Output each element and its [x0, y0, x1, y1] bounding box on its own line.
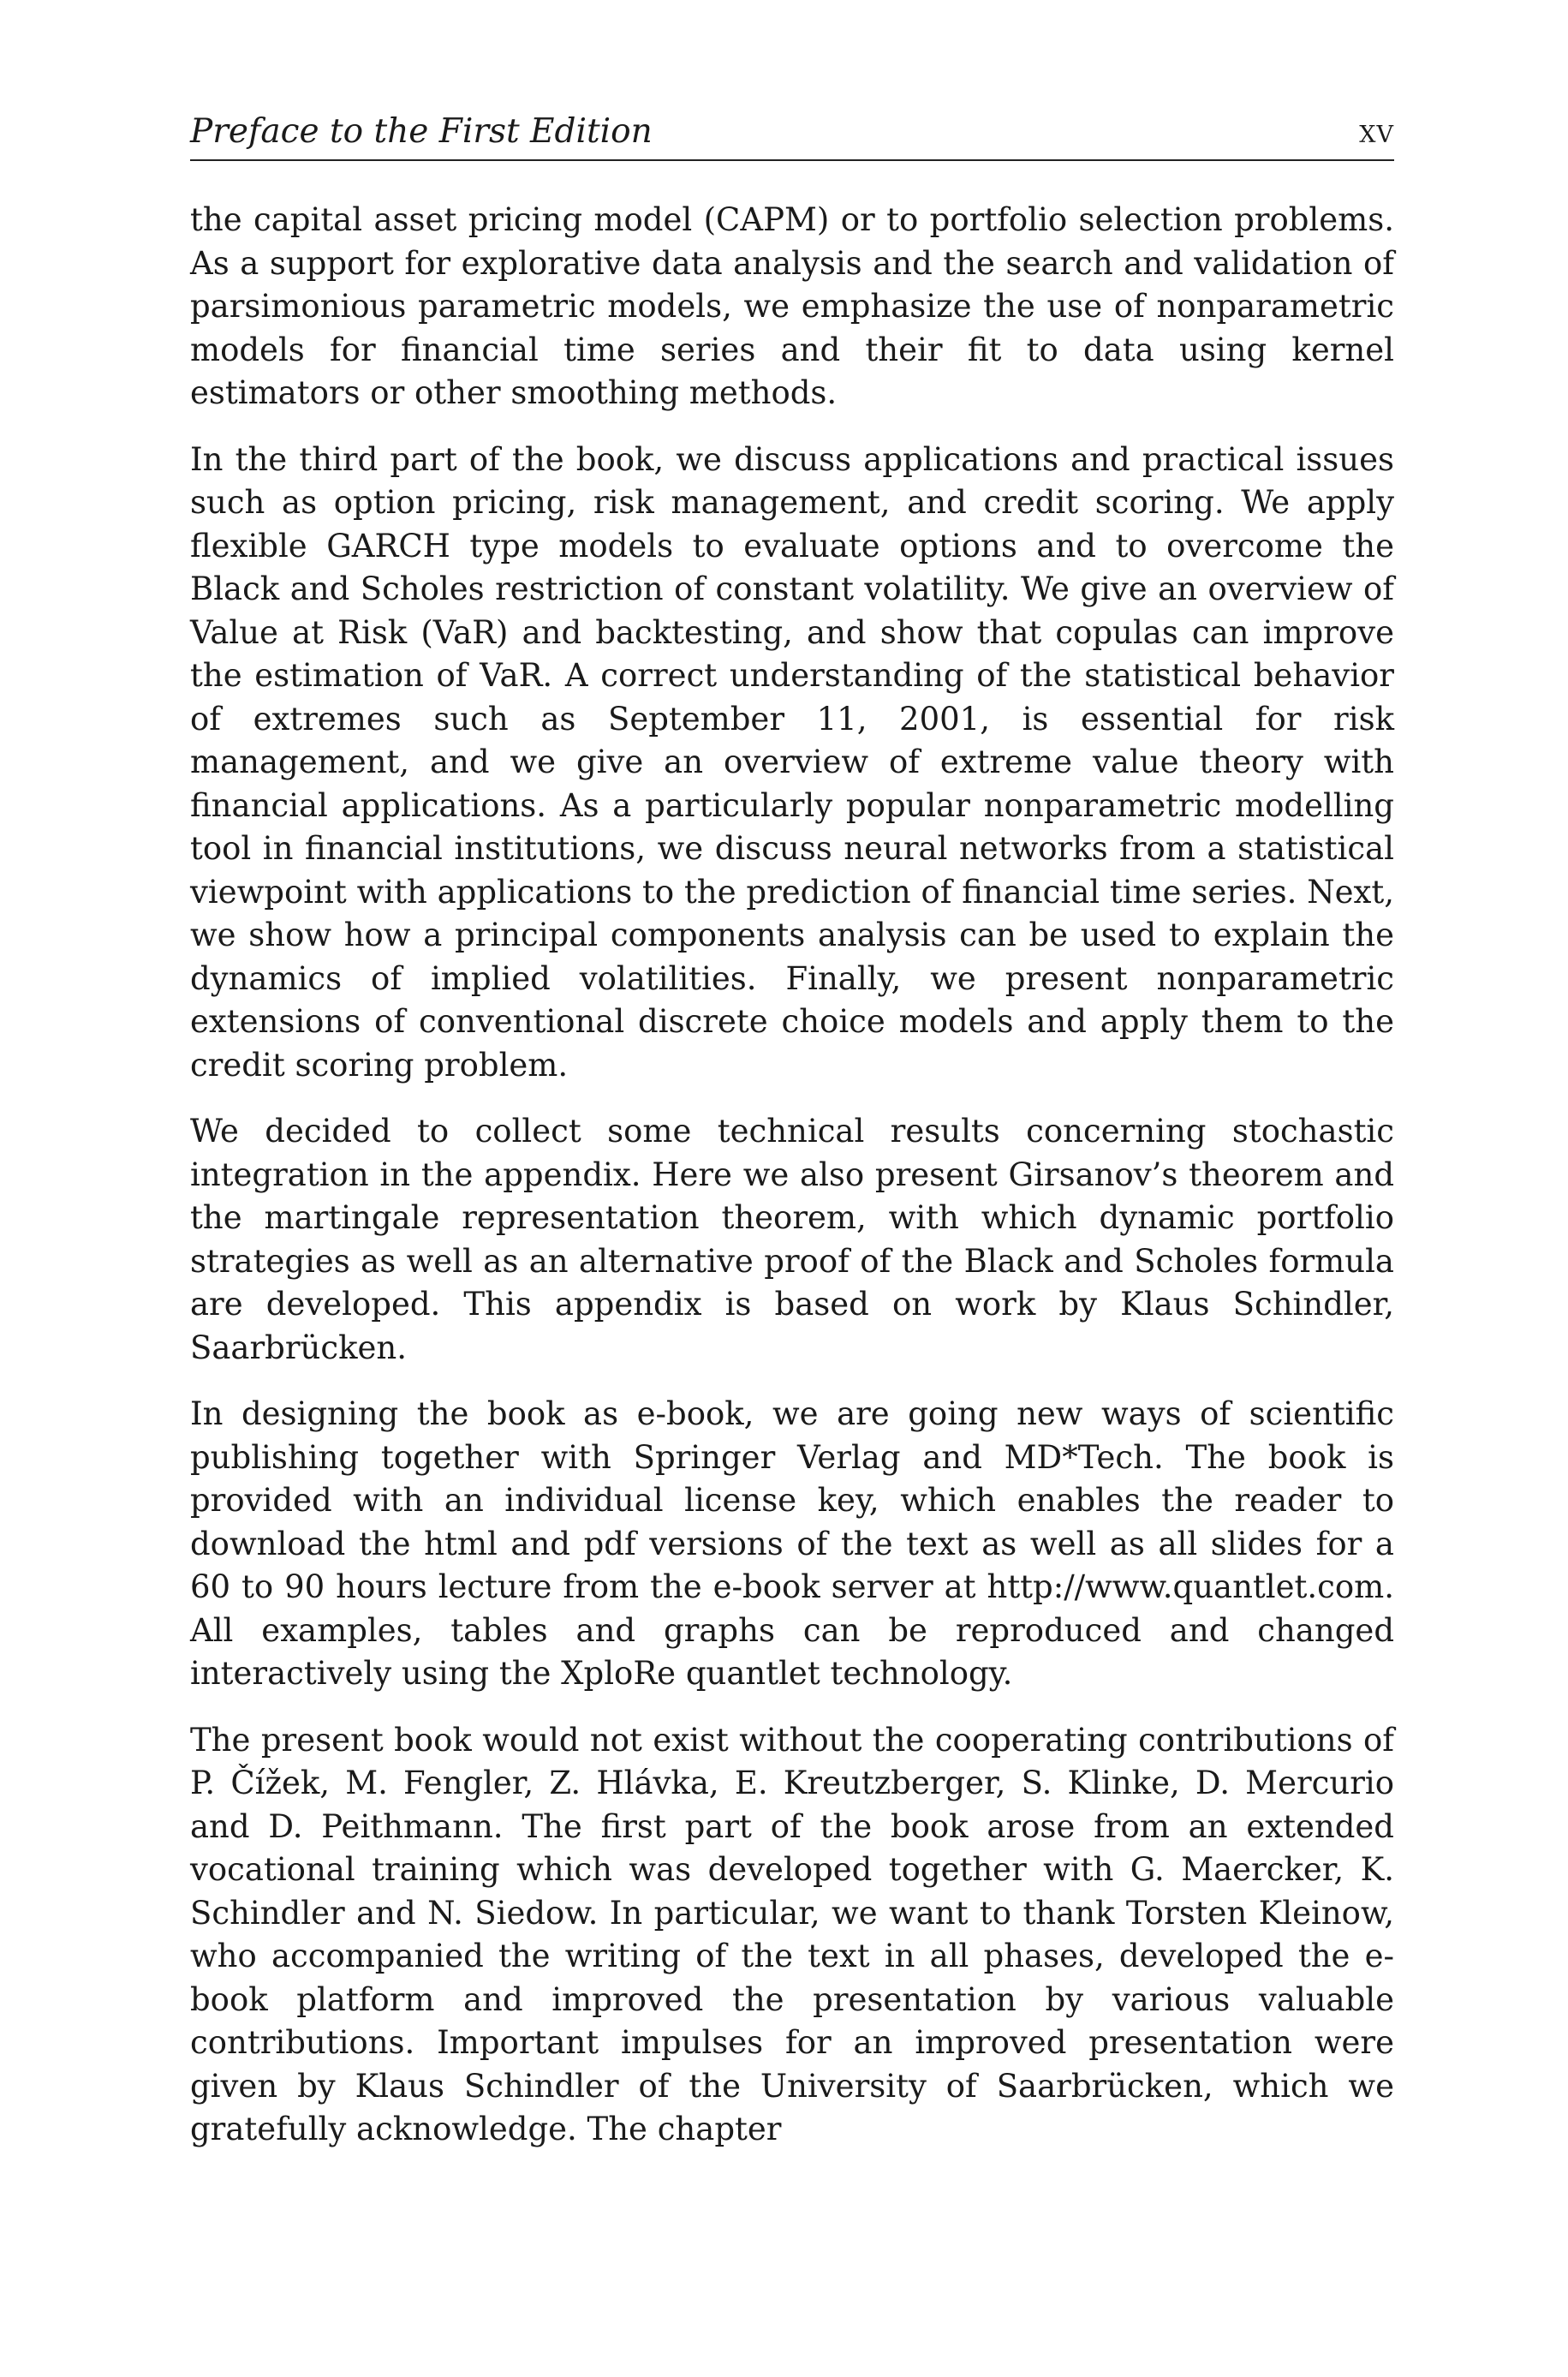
running-title: Preface to the First Edition — [190, 112, 653, 151]
paragraph-capm: the capital asset pricing model (CAPM) or to portfolio selection problems. As a support for explorative data analysis and the search and validation of parsimonious parametric models, we emphasize the use of nonparametric models for financial time series and their fit to data using kernel estimators or other smoothing methods. — [190, 201, 1394, 411]
paragraph-ebook: In designing the book as e-book, we are going new ways of scientific publishing together with Springer Verlag and MD*Tech. The book is provided with an individual license key, which enables the reader to download the html and pdf versions of the text as well as all slides for a 60 to 90 hours lecture from the e-book server at http://www.quantlet.com. All examples, tables and graphs can be reproduced and changed interactively using the XploRe quantlet technology. — [190, 1395, 1394, 1692]
running-head — [190, 110, 1394, 161]
book-page — [190, 110, 1394, 2175]
paragraph-applications: In the third part of the book, we discuss applications and practical issues such as option pricing, risk management, and credit scoring. We apply flexible GARCH type models to evaluate options and to overcome the Black and Scholes restriction of constant volatility. We give an overview of Value at Risk (VaR) and backtesting, and show that copulas can improve the estimation of VaR. A correct understanding of the statistical behavior of extremes such as September 11, 2001, is essential for risk management, and we give an overview of extreme value theory with financial applications. As a particularly popular nonparametric modelling tool in financial institutions, we discuss neural networks from a statistical viewpoint with applications to the prediction of financial time series. Next, we show how a principal components analysis can be used to explain the dynamics of implied volatilities. Finally, we present nonparametric extensions of conventional discrete choice models and apply them to the credit scoring problem. — [190, 440, 1394, 1084]
body-text — [190, 199, 1394, 2152]
paragraph-appendix: We decided to collect some technical results concerning stochastic integration in the appendix. Here we also present Girsanov’s theorem and the martingale representation theorem, with which dynamic portfolio strategies as well as an alternative proof of the Black and Scholes formula are developed. This appendix is based on work by Klaus Schindler, Saarbrücken. — [190, 1113, 1394, 1366]
paragraph-acknowledgements: The present book would not exist without the cooperating contributions of P. Čížek, M. Fengler, Z. Hlávka, E. Kreutzberger, S. Klinke, D. Mercurio and D. Peithmann. The first part of the book arose from an extended vocational training which was developed together with G. Maercker, K. Schindler and N. Siedow. In particular, we want to thank Torsten Kleinow, who accompanied the writing of the text in all phases, developed the e-book platform and improved the presentation by various valuable contributions. Important impulses for an improved presentation were given by Klaus Schindler of the University of Saarbrücken, which we gratefully acknowledge. The chapter — [190, 1721, 1394, 2147]
page-number: xv — [1359, 112, 1394, 151]
